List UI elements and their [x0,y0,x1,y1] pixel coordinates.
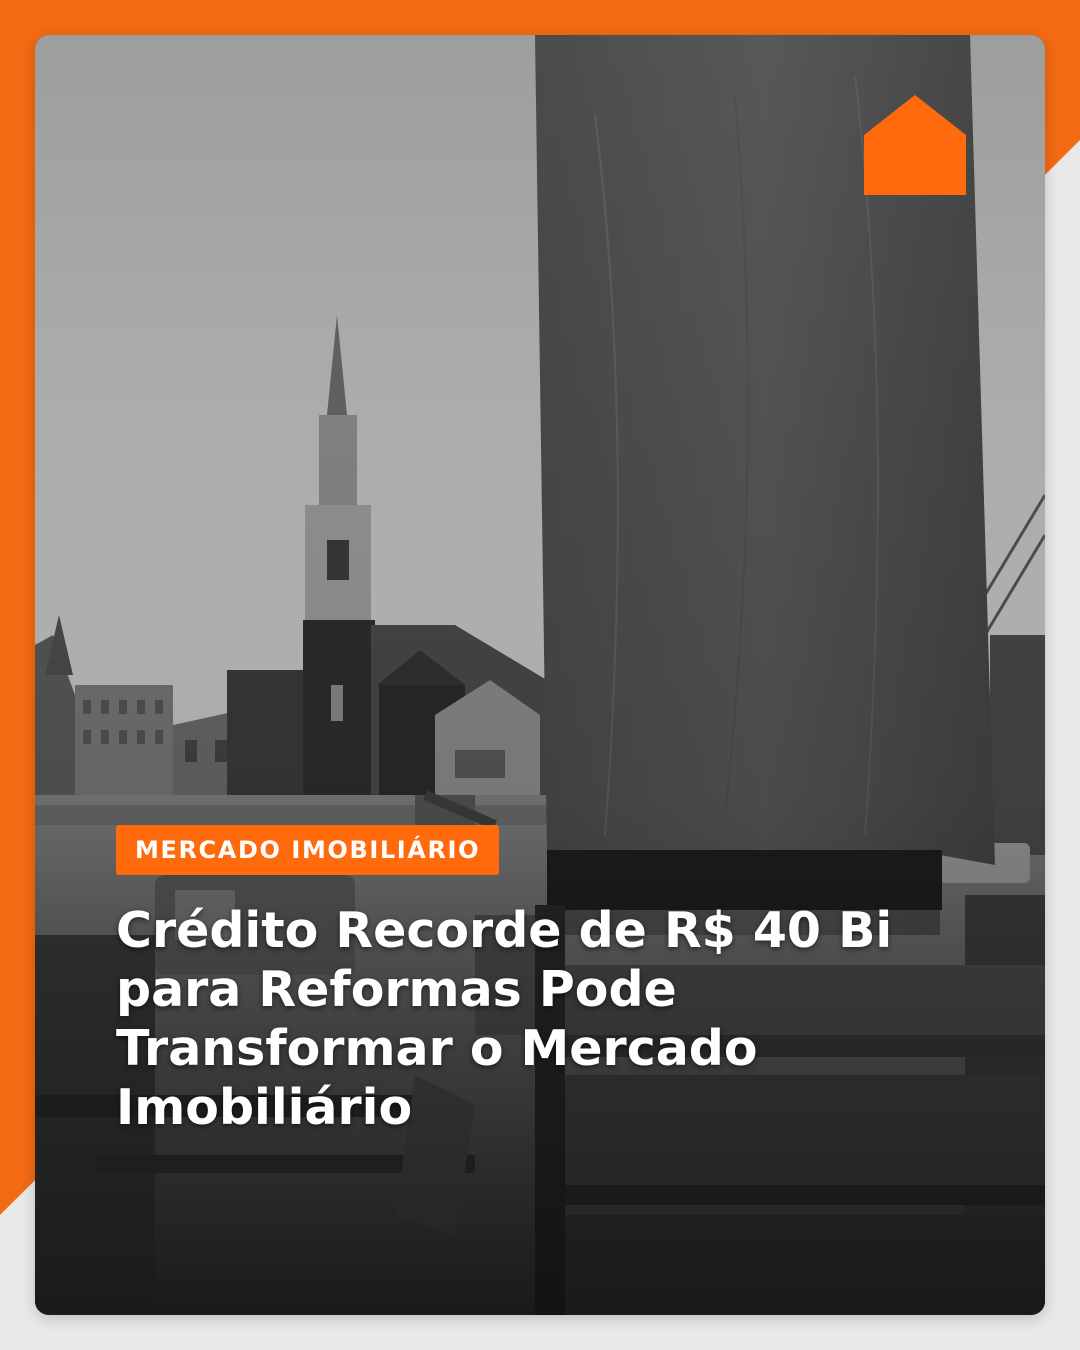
house-icon [864,95,966,195]
category-tag: MERCADO IMOBILIÁRIO [116,825,499,875]
photo-card [35,35,1045,1315]
headline: Crédito Recorde de R$ 40 Bi para Reformas Pode Transformar o Mercado Imobiliário [116,902,893,1136]
